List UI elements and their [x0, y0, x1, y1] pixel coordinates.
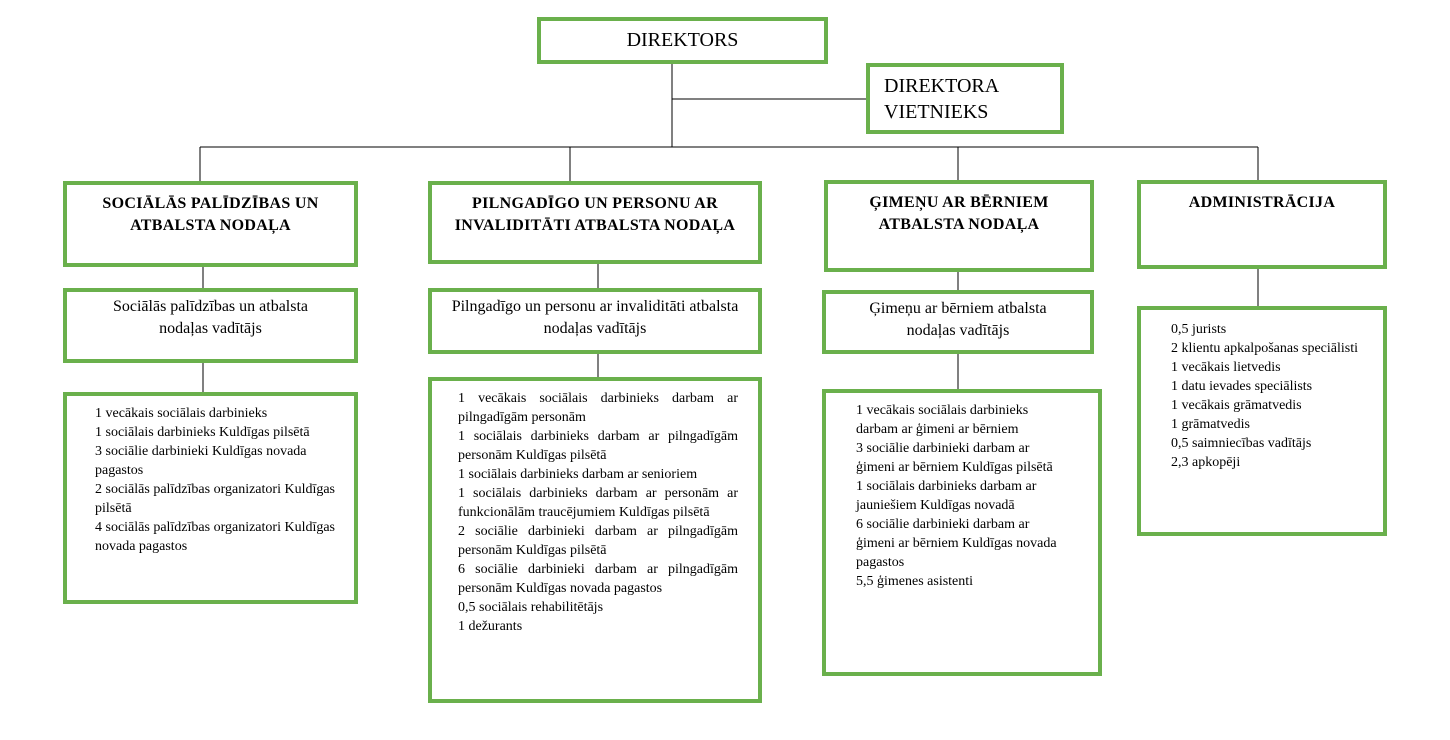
staff-item: 1 dežurants: [458, 619, 523, 634]
dept-adults-disability-head-box: [428, 288, 762, 354]
staff-item: 1 vecākais sociālais darbinieks: [95, 406, 268, 421]
dept-adults-disability-title: PILNGADĪGO UN PERSONU AR INVALIDITĀTI ATBALSTA NODAĻA: [454, 195, 736, 234]
staff-item: 1 vecākais sociālais darbinieks darbam ar ģimeni ar bērniem: [856, 403, 1029, 437]
deputy-director-box: [866, 63, 1064, 134]
staff-item: 1 sociālais darbinieks darbam ar jauniešiem Kuldīgas novadā: [856, 479, 1037, 513]
dept-administration-box: [1137, 180, 1387, 269]
staff-item: 2 sociālie darbinieki darbam ar pilngadīgām personām Kuldīgas pilsētā: [458, 524, 738, 558]
staff-item: 2 sociālās palīdzības organizatori Kuldīgas pilsētā: [95, 482, 336, 516]
staff-list: [856, 401, 1064, 591]
dept-adults-disability-box: [428, 181, 762, 264]
dept-social-assistance-title: SOCIĀLĀS PALĪDZĪBAS UN ATBALSTA NODAĻA: [102, 195, 319, 234]
staff-list: [1171, 320, 1373, 472]
dept-social-assistance-staff-box: [63, 392, 358, 604]
dept-families-title: ĢIMEŅU AR BĒRNIEM ATBALSTA NODAĻA: [869, 194, 1049, 233]
staff-item: 1 sociālais darbinieks darbam ar pilngadīgām personām Kuldīgas pilsētā: [458, 429, 738, 463]
staff-item: 0,5 jurists: [1171, 322, 1227, 337]
staff-item: 1 sociālais darbinieks darbam ar personām ar funkcionālām traucējumiem Kuldīgas pilsētā: [458, 486, 738, 520]
dept-adults-disability-staff-box: [428, 377, 762, 703]
staff-item: 0,5 sociālais rehabilitētājs: [458, 600, 604, 615]
dept-adults-disability-head: Pilngadīgo un personu ar invaliditāti atbalsta nodaļas vadītājs: [451, 298, 739, 337]
staff-item: 0,5 saimniecības vadītājs: [1171, 436, 1312, 451]
staff-item: 6 sociālie darbinieki darbam ar ģimeni ar bērniem Kuldīgas novada pagastos: [856, 517, 1057, 570]
staff-item: 4 sociālās palīdzības organizatori Kuldīgas novada pagastos: [95, 520, 336, 554]
dept-families-head-box: [822, 290, 1094, 354]
dept-administration-title: ADMINISTRĀCIJA: [1188, 194, 1336, 211]
staff-item: 3 sociālie darbinieki Kuldīgas novada pagastos: [95, 444, 307, 478]
dept-families-head: Ģimeņu ar bērniem atbalsta nodaļas vadītājs: [869, 300, 1047, 339]
staff-item: 6 sociālie darbinieki darbam ar pilngadīgām personām Kuldīgas novada pagastos: [458, 562, 738, 596]
director-label: DIREKTORS: [626, 29, 739, 51]
staff-item: 2 klientu apkalpošanas speciālisti: [1171, 341, 1359, 356]
dept-families-staff-box: [822, 389, 1102, 676]
director-box: [537, 17, 828, 64]
staff-item: 1 sociālais darbinieks Kuldīgas pilsētā: [95, 425, 310, 440]
staff-item: 1 vecākais lietvedis: [1171, 360, 1281, 375]
deputy-director-label: DIREKTORA VIETNIEKS: [884, 75, 999, 123]
staff-list: [458, 389, 738, 636]
staff-item: 1 vecākais grāmatvedis: [1171, 398, 1302, 413]
dept-social-assistance-box: [63, 181, 358, 267]
staff-list: [95, 404, 344, 556]
staff-item: 1 datu ievades speciālists: [1171, 379, 1313, 394]
staff-item: 5,5 ģimenes asistenti: [856, 574, 974, 589]
staff-item: 3 sociālie darbinieki darbam ar ģimeni ar bērniem Kuldīgas pilsētā: [856, 441, 1053, 475]
staff-item: 1 grāmatvedis: [1171, 417, 1250, 432]
dept-administration-staff-box: [1137, 306, 1387, 536]
dept-social-assistance-head: Sociālās palīdzības un atbalsta nodaļas vadītājs: [112, 298, 309, 337]
staff-item: 1 vecākais sociālais darbinieks darbam ar pilngadīgām personām: [458, 391, 738, 425]
dept-families-box: [824, 180, 1094, 272]
staff-item: 1 sociālais darbinieks darbam ar senioriem: [458, 467, 698, 482]
dept-social-assistance-head-box: [63, 288, 358, 363]
staff-item: 2,3 apkopēji: [1171, 455, 1241, 470]
